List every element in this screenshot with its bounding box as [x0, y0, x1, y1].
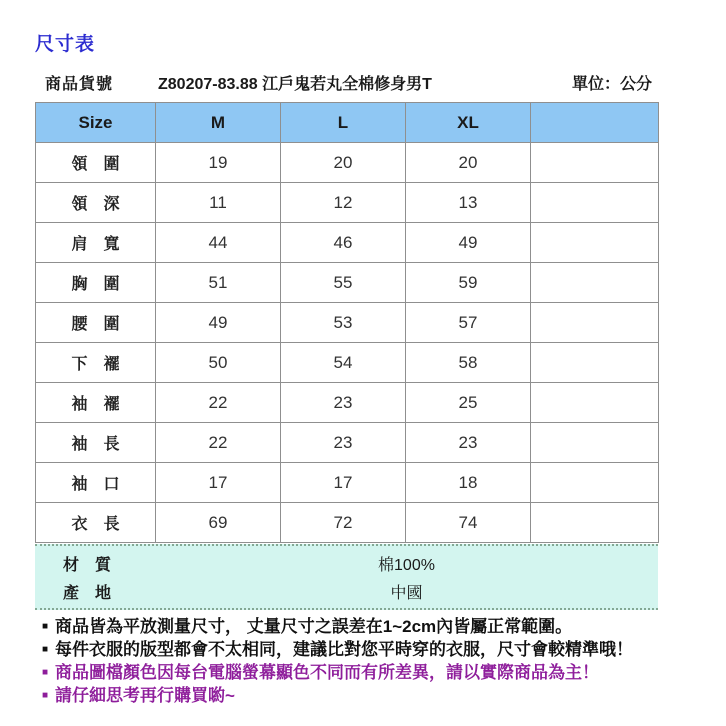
measure-value: 23 — [406, 423, 531, 463]
table-row — [36, 143, 659, 183]
measure-value: 44 — [156, 223, 281, 263]
square-bullet-icon: ■ — [42, 690, 49, 701]
size-table-header-row — [36, 103, 659, 143]
note-text: 商品圖檔顏色因每台電腦螢幕顯色不同而有所差異，請以實際商品為主！ — [55, 663, 600, 682]
notes-list — [42, 616, 714, 708]
measure-value: 51 — [156, 263, 281, 303]
measure-value: 58 — [406, 343, 531, 383]
measure-value: 20 — [406, 143, 531, 183]
measure-value: 49 — [406, 223, 531, 263]
table-row — [36, 343, 659, 383]
table-row — [36, 423, 659, 463]
table-row — [36, 223, 659, 263]
measure-value — [531, 343, 659, 383]
material-origin-section — [35, 544, 658, 610]
size-table — [35, 102, 659, 543]
measure-value: 11 — [156, 183, 281, 223]
header-size: Size — [36, 103, 156, 143]
measure-label: 領 深 — [36, 183, 156, 223]
measure-value: 53 — [281, 303, 406, 343]
header-empty — [531, 103, 659, 143]
measure-value — [531, 503, 659, 543]
note-text: 每件衣服的版型都會不太相同，建議比對您平時穿的衣服，尺寸會較精準哦！ — [55, 640, 634, 659]
material-value: 棉100% — [378, 556, 435, 574]
note-line — [42, 616, 714, 637]
measure-value: 74 — [406, 503, 531, 543]
measure-label: 下 襬 — [36, 343, 156, 383]
measure-value: 57 — [406, 303, 531, 343]
measure-value: 69 — [156, 503, 281, 543]
measure-value: 23 — [281, 423, 406, 463]
origin-value: 中國 — [390, 584, 423, 602]
measure-value: 55 — [281, 263, 406, 303]
measure-value — [531, 303, 659, 343]
measure-label: 袖 襬 — [36, 383, 156, 423]
measure-value: 20 — [281, 143, 406, 183]
measure-value — [531, 263, 659, 303]
measure-label: 肩 寬 — [36, 223, 156, 263]
square-bullet-icon: ■ — [42, 621, 49, 632]
header-m: M — [156, 103, 281, 143]
measure-value — [531, 143, 659, 183]
measure-value: 46 — [281, 223, 406, 263]
measure-label: 腰 圍 — [36, 303, 156, 343]
measure-label: 衣 長 — [36, 503, 156, 543]
measure-value: 50 — [156, 343, 281, 383]
product-info-row — [45, 71, 652, 94]
measure-value: 12 — [281, 183, 406, 223]
header-l: L — [281, 103, 406, 143]
measure-label: 胸 圍 — [36, 263, 156, 303]
product-code-label: 商品貨號 — [45, 76, 114, 93]
measure-value — [531, 463, 659, 503]
note-line — [42, 685, 714, 706]
table-row — [36, 303, 659, 343]
origin-row — [35, 577, 658, 605]
measure-value: 18 — [406, 463, 531, 503]
table-row — [36, 183, 659, 223]
measure-label: 領 圍 — [36, 143, 156, 183]
measure-value: 19 — [156, 143, 281, 183]
measure-value — [531, 223, 659, 263]
table-row — [36, 383, 659, 423]
measure-label: 袖 長 — [36, 423, 156, 463]
measure-value: 25 — [406, 383, 531, 423]
product-code-value: Z80207-83.88 江戶鬼若丸全棉修身男T — [158, 76, 432, 93]
unit-label: 單位：公分 — [571, 76, 652, 93]
table-row — [36, 463, 659, 503]
measure-value: 13 — [406, 183, 531, 223]
page-title: 尺寸表 — [35, 34, 96, 55]
note-line — [42, 662, 714, 683]
measure-value: 17 — [156, 463, 281, 503]
material-row — [35, 549, 658, 577]
measure-value: 49 — [156, 303, 281, 343]
measure-value: 72 — [281, 503, 406, 543]
table-row — [36, 263, 659, 303]
measure-value — [531, 383, 659, 423]
measure-value: 22 — [156, 423, 281, 463]
table-row — [36, 503, 659, 543]
measure-value: 23 — [281, 383, 406, 423]
measure-value — [531, 183, 659, 223]
measure-value: 22 — [156, 383, 281, 423]
measure-value: 54 — [281, 343, 406, 383]
square-bullet-icon: ■ — [42, 644, 49, 655]
note-text: 請仔細思考再行購買喲~ — [55, 686, 235, 705]
measure-label: 袖 口 — [36, 463, 156, 503]
header-xl: XL — [406, 103, 531, 143]
note-line — [42, 639, 714, 660]
measure-value: 59 — [406, 263, 531, 303]
measure-value — [531, 423, 659, 463]
material-label: 材 質 — [63, 556, 112, 574]
note-text: 商品皆為平放測量尺寸， 丈量尺寸之誤差在1~2cm內皆屬正常範圍。 — [55, 617, 573, 636]
square-bullet-icon: ■ — [42, 667, 49, 678]
origin-label: 產 地 — [63, 584, 112, 602]
measure-value: 17 — [281, 463, 406, 503]
